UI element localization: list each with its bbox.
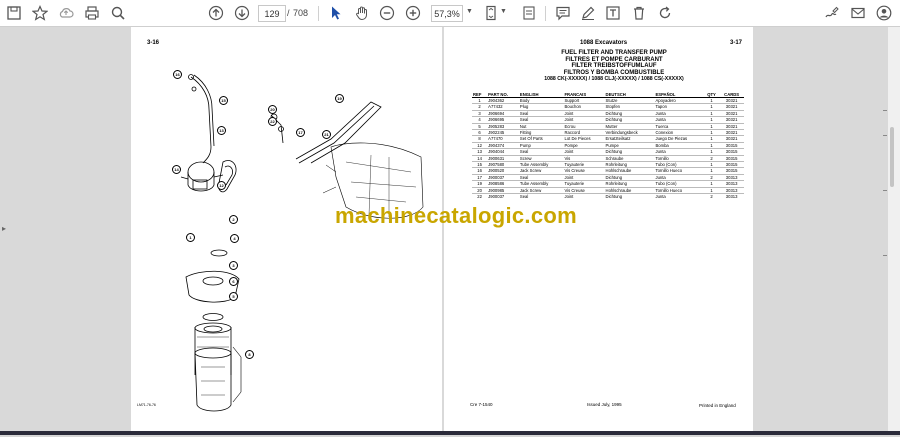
title-german: FILTER TREIBSTOFFUMLAUF [571,63,657,69]
callout-3: 3 [229,261,238,270]
col-espanol: ESPAÑOL [654,92,703,98]
table-cell: J904044 [487,149,519,155]
callout-20: 20 [268,105,277,114]
table-cell: Bomba [654,142,703,148]
table-cell: Tuerca [654,123,703,129]
model-subtitle: 1088 CK(-XXXXX) / 1088 CLJ(-XXXXX) / 1088 CS(-XXXXX) [544,76,684,82]
comment-icon[interactable] [553,3,573,23]
scroll-mode-icon[interactable] [519,3,539,23]
callout-5: 5 [229,292,238,301]
table-cell: 30321 [719,136,744,142]
table-cell: J900985 [487,187,519,193]
table-cell: Jack Screw [519,168,564,174]
page-separator: / [287,8,290,18]
table-cell: Set Of Parts [519,136,564,142]
col-francais: FRANCAIS [563,92,604,98]
save-icon[interactable] [4,3,24,23]
title-spanish: FILTROS Y BOMBA COMBUSTIBLE [563,69,665,76]
table-cell: Bouchon [563,104,604,110]
table-cell: J906695 [487,117,519,123]
table-cell: J900631 [487,155,519,161]
bookmark-star-icon[interactable] [30,3,50,23]
table-cell: Juego De Piezas [654,136,703,142]
table-cell: 6 [472,130,487,136]
callout-12: 12 [217,181,226,190]
table-cell: Junta [654,117,703,123]
callout-14: 14 [172,165,181,174]
table-cell: 3 [472,110,487,116]
table-cell: A77432 [487,104,519,110]
title-english: FUEL FILTER AND TRANSFER PUMP [561,50,667,56]
fit-page-icon[interactable] [481,3,501,23]
callout-16: 16 [173,70,182,79]
table-cell: 1 [704,136,720,142]
watermark-text: machinecatalogic.com [335,203,577,228]
sign-icon[interactable] [822,3,842,23]
footer-issued: Issued July, 1995 [587,402,622,407]
table-cell: Dichtung [605,110,655,116]
table-cell: J900037 [487,194,519,200]
left-page [131,27,442,431]
table-cell: 30313 [719,174,744,180]
callout-8: 8 [245,350,254,359]
table-cell: Ersatzteilsatz [605,136,655,142]
table-cell: Tornillo Hueco [654,187,703,193]
title-french: FILTRES ET POMPE CARBURANT [565,56,663,63]
right-page-header-model: 1088 Excavators [580,40,628,46]
table-cell: Joint [563,194,604,200]
table-cell: 1 [704,104,720,110]
table-cell: Dichtung [605,117,655,123]
callout-21: 21 [322,130,331,139]
table-cell: Support [563,98,604,104]
col-ref: REF [472,92,487,98]
table-cell: 30315 [719,142,744,148]
table-cell: 1 [704,162,720,168]
callout-17: 17 [296,128,305,137]
table-cell: 14 [472,155,487,161]
table-cell: Stopfen [605,104,655,110]
section-title [504,50,724,83]
zoom-in-icon[interactable] [403,3,423,23]
table-cell: 30321 [719,123,744,129]
col-cards: CARDS [719,92,744,98]
callout-2: 2 [229,215,238,224]
table-cell: 1 [704,123,720,129]
email-icon[interactable] [848,3,868,23]
table-cell: 15 [472,162,487,168]
table-cell: 1 [704,98,720,104]
table-cell: Tubo (Con) [654,181,703,187]
table-cell: 30321 [719,110,744,116]
scroll-marker [883,135,887,136]
table-cell: 1 [704,130,720,136]
table-cell: Nut [519,123,564,129]
table-cell: 2 [704,194,720,200]
table-cell: Seal [519,149,564,155]
table-cell: J902245 [487,130,519,136]
table-cell: Seal [519,174,564,180]
table-cell: Fitting [519,130,564,136]
table-cell: Junta [654,194,703,200]
table-cell: 2 [704,155,720,161]
callout-19: 19 [335,94,344,103]
table-cell: Screw [519,155,564,161]
table-cell: Hohlschraube [605,168,655,174]
callout-15: 15 [219,96,228,105]
table-cell: 8 [472,136,487,142]
table-cell: 30313 [719,194,744,200]
select-cursor-icon[interactable] [326,3,346,23]
toolbar-divider [545,6,546,21]
table-cell: A77470 [487,136,519,142]
col-deutsch: DEUTSCH [605,92,655,98]
table-cell: Raccord [563,130,604,136]
footer-printed: Printed in England [699,403,736,408]
hand-pan-icon[interactable] [352,3,372,23]
taskbar-strip [0,431,900,435]
table-cell: Pompe [563,142,604,148]
cloud-upload-icon[interactable] [56,3,76,23]
table-cell: J900037 [487,174,519,180]
table-cell: Stutze [605,98,655,104]
fit-dropdown-caret[interactable]: ▼ [500,8,507,15]
table-cell: Schraube [605,155,655,161]
table-cell: 30313 [719,187,744,193]
table-cell: Seal [519,110,564,116]
table-cell: J906694 [487,110,519,116]
table-cell: J905283 [487,123,519,129]
table-cell: Joint [563,110,604,116]
table-cell: 30321 [719,98,744,104]
table-cell: Junta [654,110,703,116]
table-cell: 17 [472,174,487,180]
table-cell: Tornillo [654,155,703,161]
table-cell: Tornillo Hueco [654,168,703,174]
callout-13: 13 [217,126,226,135]
table-cell: Tube Assembly [519,181,564,187]
table-cell: Ecrou [563,123,604,129]
table-cell: Tapon [654,104,703,110]
toolbar [0,0,900,27]
table-cell: Mutter [605,123,655,129]
right-page [444,27,753,431]
table-cell: 5 [472,123,487,129]
table-cell: Dichtung [605,194,655,200]
table-cell: 30315 [719,149,744,155]
table-cell: 13 [472,149,487,155]
table-cell: 1 [704,142,720,148]
vertical-scrollbar[interactable] [888,27,900,431]
table-cell: 30313 [719,181,744,187]
table-cell: 1 [472,98,487,104]
table-cell: Junta [654,149,703,155]
table-cell: 30315 [719,162,744,168]
table-cell: Jack Screw [519,187,564,193]
page-up-icon[interactable] [206,3,226,23]
table-cell: Joint [563,149,604,155]
scroll-marker [883,190,887,191]
callout-4: 4 [230,234,239,243]
table-cell: Tube Assembly [519,162,564,168]
table-cell: Joint [563,117,604,123]
table-cell: Seal [519,194,564,200]
col-english: ENGLISH [519,92,564,98]
rotate-icon[interactable] [655,3,675,23]
table-cell: Pump [519,142,564,148]
table-cell: J900520 [487,168,519,174]
table-cell: 2 [472,104,487,110]
table-cell: 30321 [719,104,744,110]
table-cell: Apoyadero [654,98,703,104]
zoom-search-icon[interactable] [108,3,128,23]
callout-1: 1 [186,233,195,242]
table-cell: Rohrleitung [605,162,655,168]
table-cell: Dichtung [605,149,655,155]
table-cell: 30321 [719,117,744,123]
page-down-icon[interactable] [232,3,252,23]
scroll-marker [883,110,887,111]
table-cell: Vis [563,155,604,161]
table-cell: 12 [472,142,487,148]
toolbar-divider [318,6,319,21]
page-total: 708 [293,8,309,18]
table-cell: Body [519,98,564,104]
table-cell: 19 [472,181,487,187]
zoom-dropdown-caret[interactable]: ▼ [466,8,473,15]
fuel-filter-cartridge-diagram [171,347,291,437]
table-cell: Seal [519,117,564,123]
page-number-input[interactable]: 129 [258,5,286,22]
draw-icon[interactable] [578,3,598,23]
table-cell: Rohrleitung [605,181,655,187]
table-cell: J908586 [487,181,519,187]
footer-code: Cre 7-1540 [470,402,493,407]
right-page-number: 3-17 [730,40,743,46]
table-cell: Vis Creuse [563,168,604,174]
col-qty: QTY [704,92,720,98]
print-icon[interactable] [82,3,102,23]
table-cell: 4 [472,117,487,123]
table-cell: 30315 [719,168,744,174]
table-cell: Conexion [654,130,703,136]
scroll-marker [883,255,887,256]
table-cell: 16 [472,168,487,174]
callout-22: 22 [268,117,277,126]
left-page-number: 3-16 [147,40,160,46]
table-cell: 30321 [719,130,744,136]
table-cell: Verbindungsbeck [605,130,655,136]
table-cell: Tuyauterie [563,181,604,187]
table-cell: 20 [472,187,487,193]
table-cell: Pumpe [605,142,655,148]
table-cell: J904362 [487,98,519,104]
table-cell: 1 [704,181,720,187]
col-part-no: PART NO. [487,92,519,98]
scrollbar-thumb[interactable] [890,127,894,187]
table-cell: 30315 [719,155,744,161]
table-cell: Joint [563,174,604,180]
table-cell: Tuyauterie [563,162,604,168]
zoom-out-icon[interactable] [377,3,397,23]
table-cell: 2 [704,174,720,180]
table-cell: 1 [704,168,720,174]
table-cell: 1 [704,149,720,155]
table-cell: Junta [654,174,703,180]
parts-table [472,92,744,200]
table-cell: 1 [704,187,720,193]
table-cell: 1 [704,110,720,116]
table-cell: 22 [472,194,487,200]
table-cell: J907580 [487,162,519,168]
table-cell: Lot De Pieces [563,136,604,142]
table-cell: Hohlschraube [605,187,655,193]
table-cell: Plug [519,104,564,110]
table-cell: Vis Creuse [563,187,604,193]
zoom-input[interactable]: 57,3% [431,5,463,22]
callout-6: 6 [229,277,238,286]
table-cell: J904374 [487,142,519,148]
delete-icon[interactable] [629,3,649,23]
account-icon[interactable] [874,3,894,23]
left-page-footer-code: LM71-76-76 [137,403,156,407]
table-cell: 1 [704,117,720,123]
table-row [472,194,744,200]
table-cell: Tubo (Con) [654,162,703,168]
table-cell: Dichtung [605,174,655,180]
text-box-icon[interactable] [603,3,623,23]
left-panel-toggle-icon[interactable]: ▸ [2,224,7,233]
